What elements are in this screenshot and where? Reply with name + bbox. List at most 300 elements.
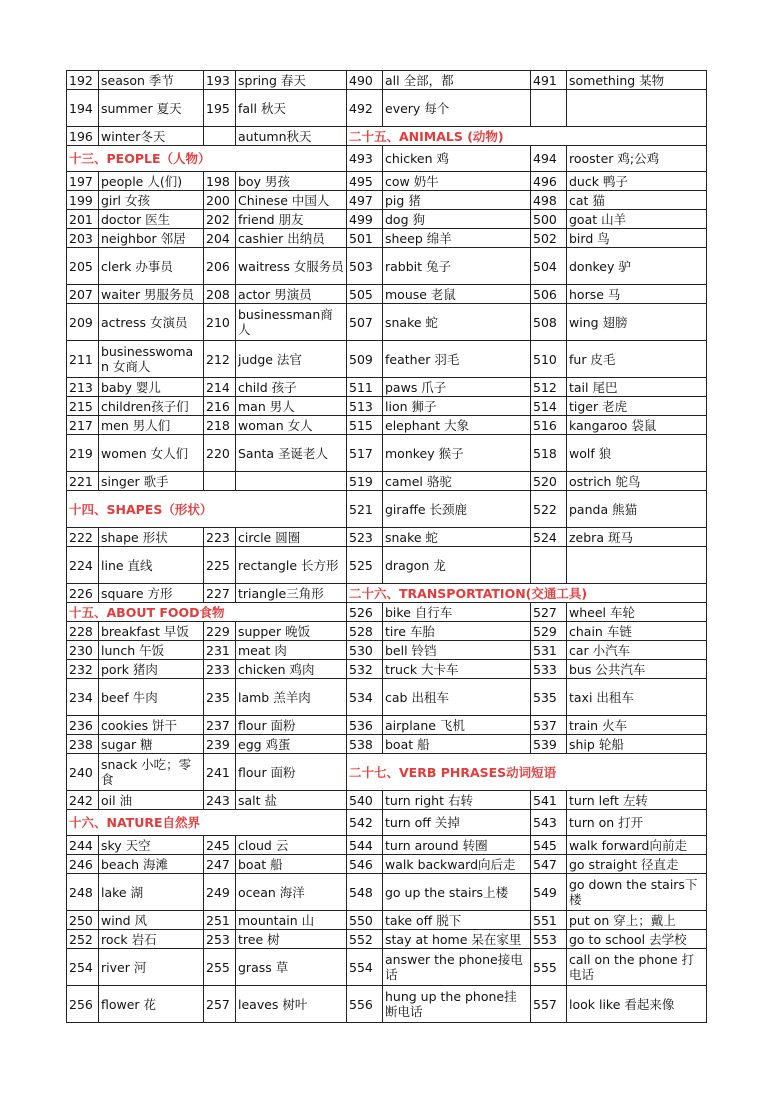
section-heading: 二十七、VERB PHRASES动词短语 (347, 754, 707, 791)
entry-word: cookies 饼干 (99, 716, 204, 735)
table-row (67, 341, 707, 378)
entry-number: 504 (531, 248, 567, 285)
entry-number: 220 (204, 435, 236, 472)
entry-number: 249 (204, 874, 236, 911)
entry-number: 254 (67, 949, 99, 986)
entry-word: flour 面粉 (236, 716, 347, 735)
entry-number: 212 (204, 341, 236, 378)
entry-word: Chinese 中国人 (236, 191, 347, 210)
table-row (67, 679, 707, 716)
entry-word: bus 公共汽车 (567, 660, 707, 679)
entry-number: 534 (347, 679, 383, 716)
entry-number: 257 (204, 986, 236, 1023)
entry-word: turn around 转圈 (383, 836, 531, 855)
table-row (67, 716, 707, 735)
table-row (67, 378, 707, 397)
table-row (67, 127, 707, 146)
entry-word: ostrich 鸵鸟 (567, 472, 707, 491)
entry-number: 525 (347, 547, 383, 584)
entry-number: 192 (67, 71, 99, 90)
entry-word: horse 马 (567, 285, 707, 304)
entry-number: 201 (67, 210, 99, 229)
entry-word: stay at home 呆在家里 (383, 930, 531, 949)
entry-word: all 全部，都 (383, 71, 531, 90)
entry-number (204, 127, 236, 146)
entry-word: boat 船 (383, 735, 531, 754)
entry-number: 222 (67, 528, 99, 547)
entry-number: 552 (347, 930, 383, 949)
table-row (67, 791, 707, 810)
entry-number: 522 (531, 491, 567, 528)
entry-word: something 某物 (567, 71, 707, 90)
entry-word: snake 蛇 (383, 304, 531, 341)
entry-number: 247 (204, 855, 236, 874)
entry-word: go straight 径直走 (567, 855, 707, 874)
entry-number: 553 (531, 930, 567, 949)
entry-word: feather 羽毛 (383, 341, 531, 378)
entry-number: 243 (204, 791, 236, 810)
entry-word: look like 看起来像 (567, 986, 707, 1023)
entry-word: girl 女孩 (99, 191, 204, 210)
entry-number: 196 (67, 127, 99, 146)
entry-word: square 方形 (99, 584, 204, 603)
entry-word: spring 春天 (236, 71, 347, 90)
entry-word: friend 朋友 (236, 210, 347, 229)
entry-word: bike 自行车 (383, 603, 531, 622)
entry-word: neighbor 邻居 (99, 229, 204, 248)
entry-number: 236 (67, 716, 99, 735)
entry-number: 497 (347, 191, 383, 210)
entry-word: breakfast 早饭 (99, 622, 204, 641)
table-row (67, 210, 707, 229)
entry-word: autumn秋天 (236, 127, 347, 146)
entry-word: giraffe 长颈鹿 (383, 491, 531, 528)
entry-number: 215 (67, 397, 99, 416)
entry-number: 255 (204, 949, 236, 986)
entry-word: actress 女演员 (99, 304, 204, 341)
entry-word (567, 547, 707, 584)
entry-number: 527 (531, 603, 567, 622)
entry-word: panda 熊猫 (567, 491, 707, 528)
entry-word: doctor 医生 (99, 210, 204, 229)
entry-word: women 女人们 (99, 435, 204, 472)
entry-number: 526 (347, 603, 383, 622)
entry-number: 548 (347, 874, 383, 911)
entry-word (567, 90, 707, 127)
entry-number: 210 (204, 304, 236, 341)
entry-word: sky 天空 (99, 836, 204, 855)
entry-word: singer 歌手 (99, 472, 204, 491)
entry-word: rectangle 长方形 (236, 547, 347, 584)
table-row (67, 146, 707, 172)
entry-number: 221 (67, 472, 99, 491)
entry-word: dog 狗 (383, 210, 531, 229)
entry-number: 503 (347, 248, 383, 285)
entry-word: egg 鸡蛋 (236, 735, 347, 754)
entry-number: 218 (204, 416, 236, 435)
entry-number: 225 (204, 547, 236, 584)
entry-word: lake 湖 (99, 874, 204, 911)
entry-word: turn left 左转 (567, 791, 707, 810)
table-row (67, 603, 707, 622)
entry-number: 493 (347, 146, 383, 172)
entry-number: 230 (67, 641, 99, 660)
entry-number: 501 (347, 229, 383, 248)
entry-number: 494 (531, 146, 567, 172)
vocabulary-table (66, 70, 707, 1023)
entry-word: woman 女人 (236, 416, 347, 435)
entry-word: ship 轮船 (567, 735, 707, 754)
entry-word: truck 大卡车 (383, 660, 531, 679)
table-row (67, 584, 707, 603)
entry-number: 495 (347, 172, 383, 191)
entry-word: season 季节 (99, 71, 204, 90)
entry-word: cow 奶牛 (383, 172, 531, 191)
entry-word: fall 秋天 (236, 90, 347, 127)
entry-number: 233 (204, 660, 236, 679)
entry-word: rooster 鸡;公鸡 (567, 146, 707, 172)
entry-number: 499 (347, 210, 383, 229)
entry-number: 250 (67, 911, 99, 930)
entry-number: 232 (67, 660, 99, 679)
entry-word: zebra 斑马 (567, 528, 707, 547)
entry-word: cloud 云 (236, 836, 347, 855)
entry-number: 235 (204, 679, 236, 716)
table-row (67, 71, 707, 90)
entry-number: 194 (67, 90, 99, 127)
entry-word: judge 法官 (236, 341, 347, 378)
table-row (67, 641, 707, 660)
entry-word: duck 鸭子 (567, 172, 707, 191)
section-heading: 二十五、ANIMALS (动物) (347, 127, 707, 146)
entry-number: 545 (531, 836, 567, 855)
entry-word: river 河 (99, 949, 204, 986)
entry-word: boat 船 (236, 855, 347, 874)
entry-word: tail 尾巴 (567, 378, 707, 397)
entry-number: 544 (347, 836, 383, 855)
entry-number: 206 (204, 248, 236, 285)
entry-number: 556 (347, 986, 383, 1023)
entry-number: 529 (531, 622, 567, 641)
entry-word: walk forward向前走 (567, 836, 707, 855)
entry-word: meat 肉 (236, 641, 347, 660)
entry-word: clerk 办事员 (99, 248, 204, 285)
entry-word: donkey 驴 (567, 248, 707, 285)
entry-number: 557 (531, 986, 567, 1023)
entry-number: 506 (531, 285, 567, 304)
table-row (67, 874, 707, 911)
entry-number: 538 (347, 735, 383, 754)
table-row (67, 986, 707, 1023)
entry-word: every 每个 (383, 90, 531, 127)
entry-number: 244 (67, 836, 99, 855)
entry-word: businessman商人 (236, 304, 347, 341)
table-row (67, 810, 707, 836)
entry-word: goat 山羊 (567, 210, 707, 229)
table-row (67, 491, 707, 528)
entry-word: walk backward向后走 (383, 855, 531, 874)
entry-word: lion 狮子 (383, 397, 531, 416)
entry-number: 227 (204, 584, 236, 603)
entry-word: men 男人们 (99, 416, 204, 435)
entry-number: 549 (531, 874, 567, 911)
entry-word: Santa 圣诞老人 (236, 435, 347, 472)
entry-number: 492 (347, 90, 383, 127)
table-row (67, 660, 707, 679)
vocabulary-table-body (67, 71, 707, 1023)
entry-word: snake 蛇 (383, 528, 531, 547)
entry-number: 246 (67, 855, 99, 874)
entry-number: 510 (531, 341, 567, 378)
entry-word: go down the stairs下楼 (567, 874, 707, 911)
entry-word: turn off 关掉 (383, 810, 531, 836)
table-row (67, 248, 707, 285)
entry-word: tire 车胎 (383, 622, 531, 641)
entry-word: answer the phone接电话 (383, 949, 531, 986)
entry-number: 551 (531, 911, 567, 930)
entry-number: 199 (67, 191, 99, 210)
entry-number: 554 (347, 949, 383, 986)
entry-number: 524 (531, 528, 567, 547)
entry-word: bell 铃铛 (383, 641, 531, 660)
entry-word: beef 牛肉 (99, 679, 204, 716)
section-heading: 十六、NATURE自然界 (67, 810, 347, 836)
entry-number: 241 (204, 754, 236, 791)
entry-word: wing 翅膀 (567, 304, 707, 341)
entry-word: go up the stairs上楼 (383, 874, 531, 911)
entry-word: lamb 羔羊肉 (236, 679, 347, 716)
entry-number: 550 (347, 911, 383, 930)
table-row (67, 229, 707, 248)
entry-number: 491 (531, 71, 567, 90)
entry-word: go to school 去学校 (567, 930, 707, 949)
entry-word: fur 皮毛 (567, 341, 707, 378)
section-heading: 十五、ABOUT FOOD食物 (67, 603, 347, 622)
entry-number: 513 (347, 397, 383, 416)
entry-number: 204 (204, 229, 236, 248)
entry-number: 531 (531, 641, 567, 660)
entry-number: 535 (531, 679, 567, 716)
entry-number: 251 (204, 911, 236, 930)
entry-number: 209 (67, 304, 99, 341)
entry-number (531, 90, 567, 127)
entry-word: flour 面粉 (236, 754, 347, 791)
entry-word: bird 鸟 (567, 229, 707, 248)
entry-number: 207 (67, 285, 99, 304)
entry-number: 237 (204, 716, 236, 735)
entry-number: 507 (347, 304, 383, 341)
entry-number: 519 (347, 472, 383, 491)
entry-number: 229 (204, 622, 236, 641)
entry-word: train 火车 (567, 716, 707, 735)
entry-word (236, 472, 347, 491)
entry-word: circle 圆圈 (236, 528, 347, 547)
entry-number: 532 (347, 660, 383, 679)
table-row (67, 416, 707, 435)
entry-number: 226 (67, 584, 99, 603)
entry-number: 256 (67, 986, 99, 1023)
entry-word: take off 脱下 (383, 911, 531, 930)
entry-word: monkey 猴子 (383, 435, 531, 472)
entry-word: cab 出租车 (383, 679, 531, 716)
entry-number: 514 (531, 397, 567, 416)
table-row (67, 90, 707, 127)
entry-number: 505 (347, 285, 383, 304)
entry-number: 539 (531, 735, 567, 754)
entry-number: 211 (67, 341, 99, 378)
table-row (67, 949, 707, 986)
entry-word: taxi 出租车 (567, 679, 707, 716)
table-row (67, 191, 707, 210)
entry-number: 517 (347, 435, 383, 472)
table-row (67, 622, 707, 641)
entry-word: mouse 老鼠 (383, 285, 531, 304)
table-row (67, 754, 707, 791)
entry-number: 541 (531, 791, 567, 810)
table-row (67, 397, 707, 416)
entry-word: line 直线 (99, 547, 204, 584)
entry-number: 528 (347, 622, 383, 641)
entry-number (204, 472, 236, 491)
entry-number: 521 (347, 491, 383, 528)
entry-number: 253 (204, 930, 236, 949)
entry-number: 496 (531, 172, 567, 191)
entry-word: oil 油 (99, 791, 204, 810)
entry-number: 500 (531, 210, 567, 229)
entry-number: 555 (531, 949, 567, 986)
entry-word: actor 男演员 (236, 285, 347, 304)
entry-word: pork 猪肉 (99, 660, 204, 679)
entry-number: 213 (67, 378, 99, 397)
entry-number: 195 (204, 90, 236, 127)
entry-number: 543 (531, 810, 567, 836)
entry-word: put on 穿上；戴上 (567, 911, 707, 930)
entry-word: cashier 出纳员 (236, 229, 347, 248)
entry-word: car 小汽车 (567, 641, 707, 660)
entry-number: 242 (67, 791, 99, 810)
table-row (67, 547, 707, 584)
entry-number: 490 (347, 71, 383, 90)
entry-word: hung up the phone挂断电话 (383, 986, 531, 1023)
table-row (67, 172, 707, 191)
entry-number: 536 (347, 716, 383, 735)
entry-word: flower 花 (99, 986, 204, 1023)
entry-word: wheel 车轮 (567, 603, 707, 622)
entry-number: 203 (67, 229, 99, 248)
entry-word: call on the phone 打电话 (567, 949, 707, 986)
entry-word: lunch 午饭 (99, 641, 204, 660)
entry-word: snack 小吃；零食 (99, 754, 204, 791)
entry-word: child 孩子 (236, 378, 347, 397)
entry-word: airplane 飞机 (383, 716, 531, 735)
section-heading: 十四、SHAPES（形状） (67, 491, 347, 528)
entry-number: 547 (531, 855, 567, 874)
entry-word: kangaroo 袋鼠 (567, 416, 707, 435)
entry-word: summer 夏天 (99, 90, 204, 127)
entry-number: 520 (531, 472, 567, 491)
entry-number: 202 (204, 210, 236, 229)
entry-number: 193 (204, 71, 236, 90)
entry-word: grass 草 (236, 949, 347, 986)
entry-number: 252 (67, 930, 99, 949)
entry-number: 248 (67, 874, 99, 911)
entry-number: 540 (347, 791, 383, 810)
table-row (67, 304, 707, 341)
entry-word: elephant 大象 (383, 416, 531, 435)
entry-word: people 人(们) (99, 172, 204, 191)
entry-number: 546 (347, 855, 383, 874)
entry-number: 245 (204, 836, 236, 855)
entry-number: 516 (531, 416, 567, 435)
table-row (67, 735, 707, 754)
entry-word: sheep 绵羊 (383, 229, 531, 248)
entry-word: camel 骆驼 (383, 472, 531, 491)
entry-word: rabbit 兔子 (383, 248, 531, 285)
entry-number: 205 (67, 248, 99, 285)
entry-number: 234 (67, 679, 99, 716)
entry-word: ocean 海洋 (236, 874, 347, 911)
table-row (67, 528, 707, 547)
table-row (67, 285, 707, 304)
table-row (67, 836, 707, 855)
entry-number: 228 (67, 622, 99, 641)
entry-number: 200 (204, 191, 236, 210)
entry-word: chicken 鸡肉 (236, 660, 347, 679)
entry-word: pig 猪 (383, 191, 531, 210)
entry-word: shape 形状 (99, 528, 204, 547)
entry-word: triangle三角形 (236, 584, 347, 603)
entry-number: 231 (204, 641, 236, 660)
entry-number: 515 (347, 416, 383, 435)
entry-word: sugar 糖 (99, 735, 204, 754)
table-row (67, 472, 707, 491)
table-row (67, 911, 707, 930)
entry-word: waiter 男服务员 (99, 285, 204, 304)
entry-number: 511 (347, 378, 383, 397)
entry-number: 198 (204, 172, 236, 191)
entry-number: 508 (531, 304, 567, 341)
entry-number: 219 (67, 435, 99, 472)
entry-word: tree 树 (236, 930, 347, 949)
entry-number: 224 (67, 547, 99, 584)
entry-number: 533 (531, 660, 567, 679)
entry-word: cat 猫 (567, 191, 707, 210)
entry-number: 238 (67, 735, 99, 754)
entry-word: boy 男孩 (236, 172, 347, 191)
entry-number (531, 547, 567, 584)
entry-word: turn right 右转 (383, 791, 531, 810)
entry-number: 512 (531, 378, 567, 397)
entry-word: salt 盐 (236, 791, 347, 810)
entry-number: 530 (347, 641, 383, 660)
section-heading: 二十六、TRANSPORTATION(交通工具) (347, 584, 707, 603)
entry-number: 498 (531, 191, 567, 210)
entry-word: mountain 山 (236, 911, 347, 930)
entry-number: 240 (67, 754, 99, 791)
entry-number: 509 (347, 341, 383, 378)
entry-word: businesswoman 女商人 (99, 341, 204, 378)
entry-number: 537 (531, 716, 567, 735)
entry-word: dragon 龙 (383, 547, 531, 584)
entry-number: 502 (531, 229, 567, 248)
entry-word: winter冬天 (99, 127, 204, 146)
entry-word: baby 婴儿 (99, 378, 204, 397)
table-row (67, 855, 707, 874)
table-row (67, 930, 707, 949)
entry-word: beach 海滩 (99, 855, 204, 874)
entry-word: leaves 树叶 (236, 986, 347, 1023)
entry-number: 216 (204, 397, 236, 416)
